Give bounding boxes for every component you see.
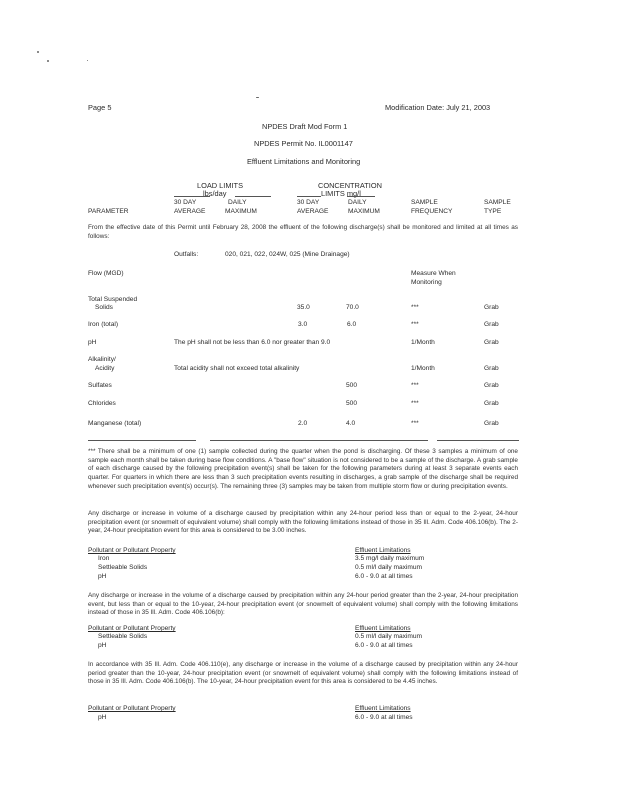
col-head-conc-average: AVERAGE — [297, 208, 329, 215]
load-limits-units: lbs/day — [203, 189, 227, 198]
table-end-rule — [437, 440, 519, 441]
limitations-heading: Effluent Limitations — [355, 625, 411, 632]
row-frequency: Measure When — [411, 270, 456, 277]
row-parameter-2: Solids — [95, 304, 113, 311]
row-parameter: Total Suspended — [88, 296, 138, 303]
form-title: NPDES Draft Mod Form 1 — [262, 122, 348, 131]
row-conc-30day: 3.0 — [298, 321, 308, 328]
pollutant-name: Settleable Solids — [98, 564, 148, 571]
row-frequency-2: Monitoring — [411, 279, 442, 286]
row-frequency: *** — [411, 304, 419, 311]
row-frequency: *** — [411, 321, 419, 328]
header-underline — [347, 196, 375, 197]
row-conc-max: 500 — [346, 382, 358, 389]
outfalls-label: Outfalls: — [174, 251, 199, 258]
row-conc-max: 70.0 — [346, 304, 359, 311]
concentration-heading: CONCENTRATION — [318, 181, 382, 190]
row-conc-30day: 35.0 — [297, 304, 310, 311]
pollutant-name: Iron — [98, 555, 110, 562]
limitations-heading: Effluent Limitations — [355, 705, 411, 712]
header-underline — [235, 196, 271, 197]
scan-speck — [256, 97, 259, 98]
permit-number: NPDES Permit No. IL0001147 — [254, 139, 353, 148]
scan-speck — [47, 60, 49, 62]
over-ten-year-paragraph: In accordance with 35 Ill. Adm. Code 406.110(e), any discharge or increase in the volume of a discharge caused by precipitation within any 24-hour period greater than the 10-year, 24-hour precipitation event (or snowmelt of equivalent volume) shall comply with the following limitations instead of those in 35 Ill. Adm. Code 406.106(b). The 10-year, 24-hour precipitation event for this area is considered to be 4.45 inches. — [88, 661, 518, 686]
row-frequency: 1/Month — [411, 339, 435, 346]
row-parameter: Chlorides — [88, 400, 116, 407]
row-parameter: Alkalinity/ — [88, 356, 116, 363]
ten-year-event-paragraph: Any discharge or increase in the volume of a discharge caused by precipitation within any 24-hour period greater than the 2-year, 24-hour precipitation event, but less than or equal to the 10-year, 24-hour precipitation event (or snowmelt of equivalent volume) shall comply with the following limitations instead of those in 35 Ill. Adm. Code 406.106(b): — [88, 592, 518, 617]
col-head-sample-2: SAMPLE — [484, 199, 511, 206]
col-head-conc-daily: DAILY — [348, 199, 367, 206]
row-frequency: 1/Month — [411, 365, 435, 372]
page-number: Page 5 — [88, 103, 112, 112]
col-head-frequency: FREQUENCY — [411, 208, 453, 215]
table-end-rule — [88, 440, 196, 441]
row-type: Grab — [484, 365, 499, 372]
concentration-units: LIMITS mg/l — [321, 189, 361, 198]
row-type: Grab — [484, 304, 499, 311]
col-head-parameter: PARAMETER — [88, 208, 129, 215]
header-underline — [174, 196, 210, 197]
sampling-note: *** There shall be a minimum of one (1) sample collected during the quarter when the pond is discharging. Of these 3 samples a minimum of one sample each month shall be taken during base flow conditions. A "base flow" situation is not considered to be a sample of the discharge. A grab sample of each discharge caused by the following precipitation event(s) shall be taken for the following parameters during at least 3 separate events each quarter. For quarters in which there are less than 3 such precipitation events resulting in discharges, a grab sample of the discharge shall be required whenever such precipitation event(s) occur(s). The remaining three (3) samples may be taken from multiple storm flow or during precipitation events. — [88, 448, 518, 490]
row-conc-30day: 2.0 — [298, 420, 308, 427]
intro-paragraph: From the effective date of this Permit until February 28, 2008 the effluent of the following discharge(s) shall be monitored and limited at all times as follows: — [88, 224, 518, 240]
row-parameter-2: Acidity — [95, 365, 115, 372]
load-limits-heading: LOAD LIMITS — [197, 181, 243, 190]
col-head-type: TYPE — [484, 208, 502, 215]
row-conc-max: 500 — [346, 400, 358, 407]
row-type: Grab — [484, 420, 499, 427]
row-frequency: *** — [411, 420, 419, 427]
pollutant-limit: 3.5 mg/l daily maximum — [355, 555, 425, 562]
pollutant-heading: Pollutant or Pollutant Property — [88, 705, 176, 712]
pollutant-name: pH — [98, 573, 107, 580]
row-parameter: Iron (total) — [88, 321, 119, 328]
row-note: The pH shall not be less than 6.0 nor greater than 9.0 — [174, 339, 331, 346]
pollutant-limit: 6.0 - 9.0 at all times — [355, 642, 413, 649]
header-underline — [297, 196, 321, 197]
row-parameter: pH — [88, 339, 97, 346]
row-type: Grab — [484, 382, 499, 389]
row-frequency: *** — [411, 382, 419, 389]
table-end-rule — [210, 440, 428, 441]
scan-speck — [87, 60, 88, 61]
row-type: Grab — [484, 400, 499, 407]
limitations-heading: Effluent Limitations — [355, 547, 411, 554]
pollutant-name: pH — [98, 642, 107, 649]
outfalls-value: 020, 021, 022, 024W, 025 (Mine Drainage) — [225, 251, 350, 258]
col-head-sample: SAMPLE — [411, 199, 438, 206]
col-head-load-daily: DAILY — [228, 199, 247, 206]
two-year-event-paragraph: Any discharge or increase in volume of a discharge caused by precipitation within any 24-hour period less than or equal to the 2-year, 24-hour precipitation event (or snowmelt of equivalent volume) shall comply with the following limitations instead of those in 35 Ill. Adm. Code 406.106(b). The 2-year, 24-hour precipitation event for this area is considered to be 3.00 inches. — [88, 510, 518, 535]
modification-date: Modification Date: July 21, 2003 — [385, 103, 491, 112]
pollutant-limit: 0.5 ml/l daily maximum — [355, 564, 423, 571]
row-conc-max: 4.0 — [346, 420, 356, 427]
pollutant-limit: 6.0 - 9.0 at all times — [355, 573, 413, 580]
row-parameter: Sulfates — [88, 382, 112, 389]
col-head-load-maximum: MAXIMUM — [225, 208, 257, 215]
pollutant-name: pH — [98, 714, 107, 721]
pollutant-heading: Pollutant or Pollutant Property — [88, 547, 176, 554]
col-head-conc-maximum: MAXIMUM — [348, 208, 380, 215]
scan-speck — [37, 51, 39, 53]
col-head-load-30day: 30 DAY — [174, 199, 197, 206]
pollutant-heading: Pollutant or Pollutant Property — [88, 625, 176, 632]
row-frequency: *** — [411, 400, 419, 407]
row-note: Total acidity shall not exceed total alkalinity — [174, 365, 300, 372]
row-type: Grab — [484, 339, 499, 346]
row-conc-max: 6.0 — [347, 321, 357, 328]
pollutant-name: Settleable Solids — [98, 633, 148, 640]
row-type: Grab — [484, 321, 499, 328]
pollutant-limit: 0.5 ml/l daily maximum — [355, 633, 423, 640]
row-parameter: Flow (MGD) — [88, 270, 124, 277]
col-head-conc-30day: 30 DAY — [297, 199, 320, 206]
col-head-load-average: AVERAGE — [174, 208, 206, 215]
section-title: Effluent Limitations and Monitoring — [247, 157, 361, 166]
pollutant-limit: 6.0 - 9.0 at all times — [355, 714, 413, 721]
row-parameter: Manganese (total) — [88, 420, 142, 427]
